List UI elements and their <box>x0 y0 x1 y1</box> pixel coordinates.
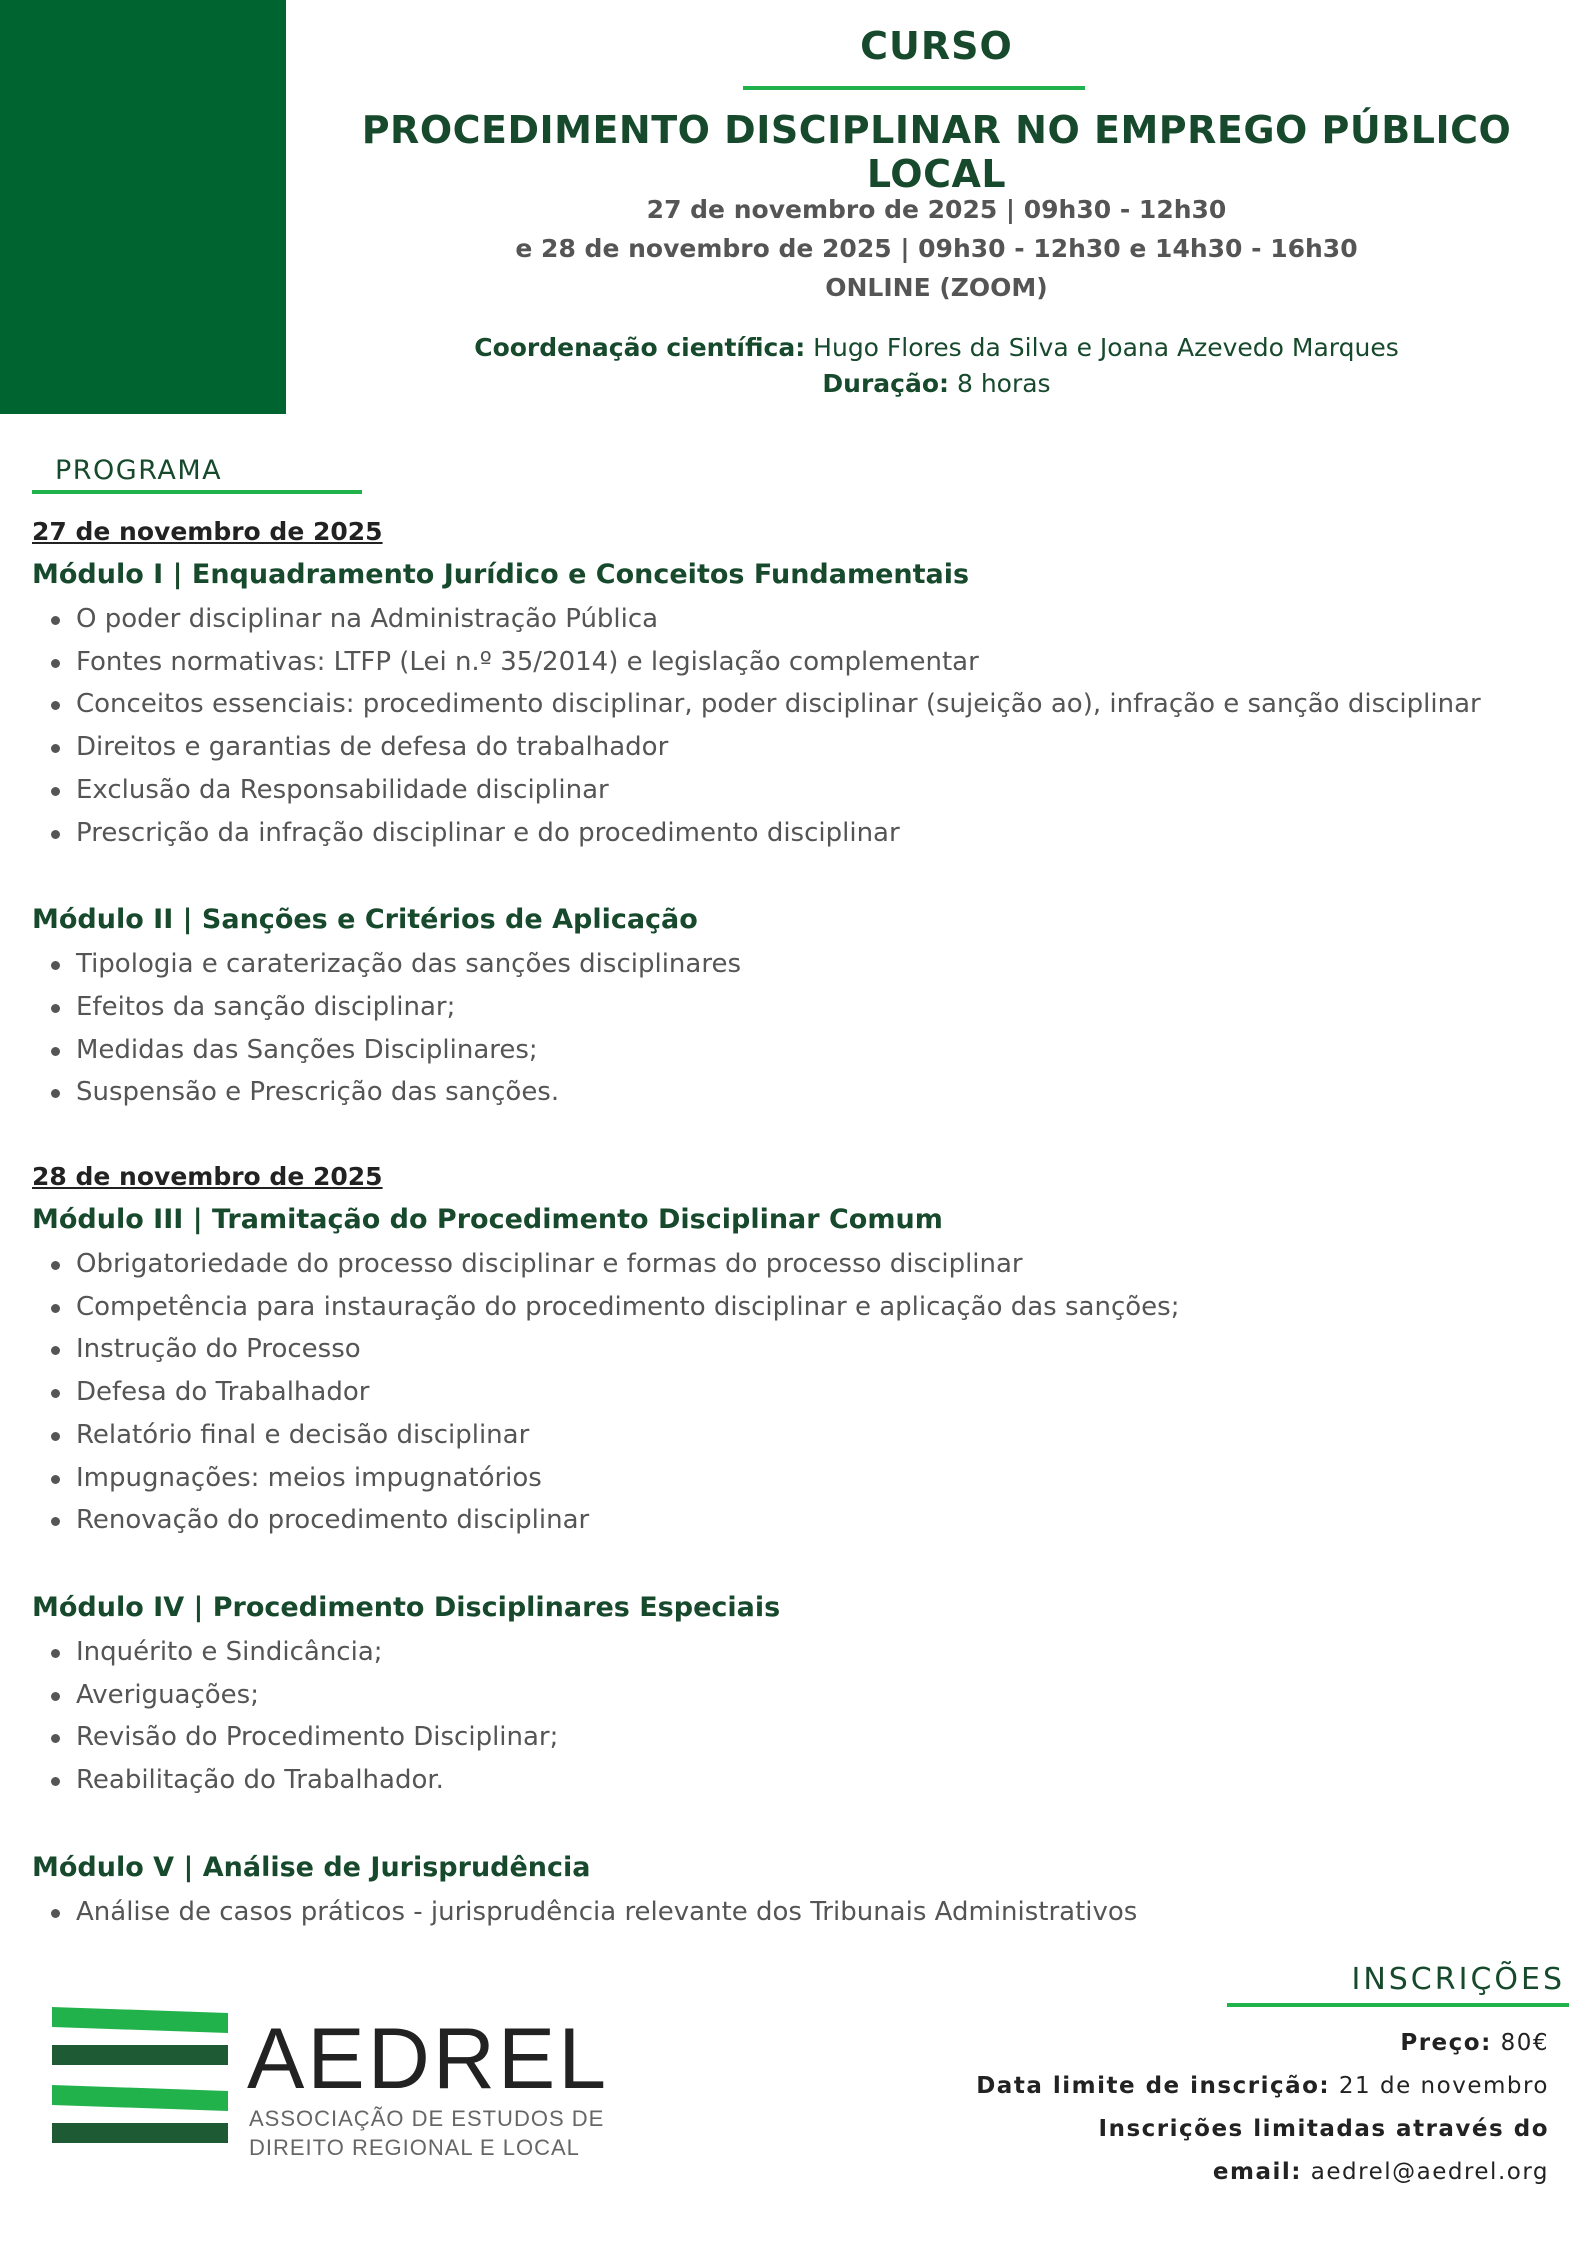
program-section-label: PROGRAMA <box>55 455 223 486</box>
list-item: Medidas das Sanções Disciplinares; <box>76 1029 1532 1072</box>
date-line-1: 27 de novembro de 2025 | 09h30 - 12h30 <box>646 195 1227 224</box>
kicker-underline <box>743 86 1085 90</box>
duration-label: Duração: <box>822 369 950 398</box>
list-item: Defesa do Trabalhador <box>76 1371 1532 1414</box>
deadline-value: 21 de novembro <box>1338 2073 1549 2099</box>
module-1-list <box>32 598 1532 854</box>
module-1-title: Módulo I | Enquadramento Jurídico e Conceitos Fundamentais <box>32 559 970 590</box>
day-1-date: 27 de novembro de 2025 <box>32 517 383 546</box>
green-corner-block <box>0 0 286 414</box>
logo-subtitle <box>249 2104 604 2162</box>
module-3-list <box>32 1243 1532 1542</box>
list-item: Fontes normativas: LTFP (Lei n.º 35/2014) e legislação complementar <box>76 641 1532 684</box>
registration-underline <box>1227 2003 1569 2007</box>
list-item: Direitos e garantias de defesa do trabalhador <box>76 726 1532 769</box>
module-3-title: Módulo III | Tramitação do Procedimento Disciplinar Comum <box>32 1204 943 1236</box>
logo-subtitle-line-1: ASSOCIAÇÃO DE ESTUDOS DE <box>249 2106 605 2131</box>
list-item: Inquérito e Sindicância; <box>76 1631 1532 1674</box>
email-label: email: <box>1212 2159 1302 2185</box>
price-value: 80€ <box>1500 2030 1549 2056</box>
module-5-title: Módulo V | Análise de Jurisprudência <box>32 1851 591 1883</box>
list-item: Renovação do procedimento disciplinar <box>76 1499 1532 1542</box>
course-title: PROCEDIMENTO DISCIPLINAR NO EMPREGO PÚBLICO LOCAL <box>361 108 1512 196</box>
list-item: Competência para instauração do procedimento disciplinar e aplicação das sanções; <box>76 1286 1532 1329</box>
program-content <box>32 512 1532 1933</box>
list-item: Obrigatoriedade do processo disciplinar e formas do processo disciplinar <box>76 1243 1532 1286</box>
module-2-title: Módulo II | Sanções e Critérios de Aplicação <box>32 904 698 936</box>
list-item: Efeitos da sanção disciplinar; <box>76 986 1532 1029</box>
date-line-2: e 28 de novembro de 2025 | 09h30 - 12h30 e 14h30 - 16h30 <box>515 234 1358 263</box>
coordination-label: Coordenação científica: <box>474 333 806 362</box>
price-label: Preço: <box>1400 2030 1492 2056</box>
list-item: Relatório final e decisão disciplinar <box>76 1414 1532 1457</box>
list-item: Prescrição da infração disciplinar e do procedimento disciplinar <box>76 812 1532 855</box>
module-4-title: Módulo IV | Procedimento Disciplinares Especiais <box>32 1591 781 1623</box>
list-item: O poder disciplinar na Administração Pública <box>76 598 1532 641</box>
module-2-list <box>32 943 1532 1114</box>
logo-subtitle-line-2: DIREITO REGIONAL E LOCAL <box>249 2135 580 2160</box>
deadline-label: Data limite de inscrição: <box>976 2073 1331 2099</box>
list-item: Exclusão da Responsabilidade disciplinar <box>76 769 1532 812</box>
registration-details <box>976 2022 1549 2194</box>
list-item: Conceitos essenciais: procedimento disciplinar, poder disciplinar (sujeição ao), infração e sanção disciplinar <box>76 683 1532 726</box>
coordination-value: Hugo Flores da Silva e Joana Azevedo Marques <box>813 333 1399 362</box>
coordination-block <box>286 330 1587 402</box>
list-item: Averiguações; <box>76 1674 1532 1717</box>
course-kicker: CURSO <box>860 24 1013 68</box>
module-4-list <box>32 1631 1532 1802</box>
course-schedule <box>286 190 1587 307</box>
list-item: Suspensão e Prescrição das sanções. <box>76 1071 1532 1114</box>
list-item: Revisão do Procedimento Disciplinar; <box>76 1716 1532 1759</box>
list-item: Tipologia e caraterização das sanções disciplinares <box>76 943 1532 986</box>
email-link[interactable]: aedrel@aedrel.org <box>1310 2159 1549 2185</box>
program-underline <box>32 490 362 494</box>
list-item: Reabilitação do Trabalhador. <box>76 1759 1532 1802</box>
limited-text: Inscrições limitadas através do <box>1098 2116 1549 2142</box>
duration-value: 8 horas <box>956 369 1051 398</box>
logo-wordmark: AEDREL <box>247 2011 610 2107</box>
course-mode: ONLINE (ZOOM) <box>825 273 1048 302</box>
registration-title: INSCRIÇÕES <box>1351 1962 1565 1997</box>
list-item: Impugnações: meios impugnatórios <box>76 1457 1532 1500</box>
list-item: Instrução do Processo <box>76 1328 1532 1371</box>
list-item: Análise de casos práticos - jurisprudência relevante dos Tribunais Administrativos <box>76 1891 1532 1934</box>
day-2-date: 28 de novembro de 2025 <box>32 1162 383 1192</box>
module-5-list <box>32 1891 1532 1934</box>
